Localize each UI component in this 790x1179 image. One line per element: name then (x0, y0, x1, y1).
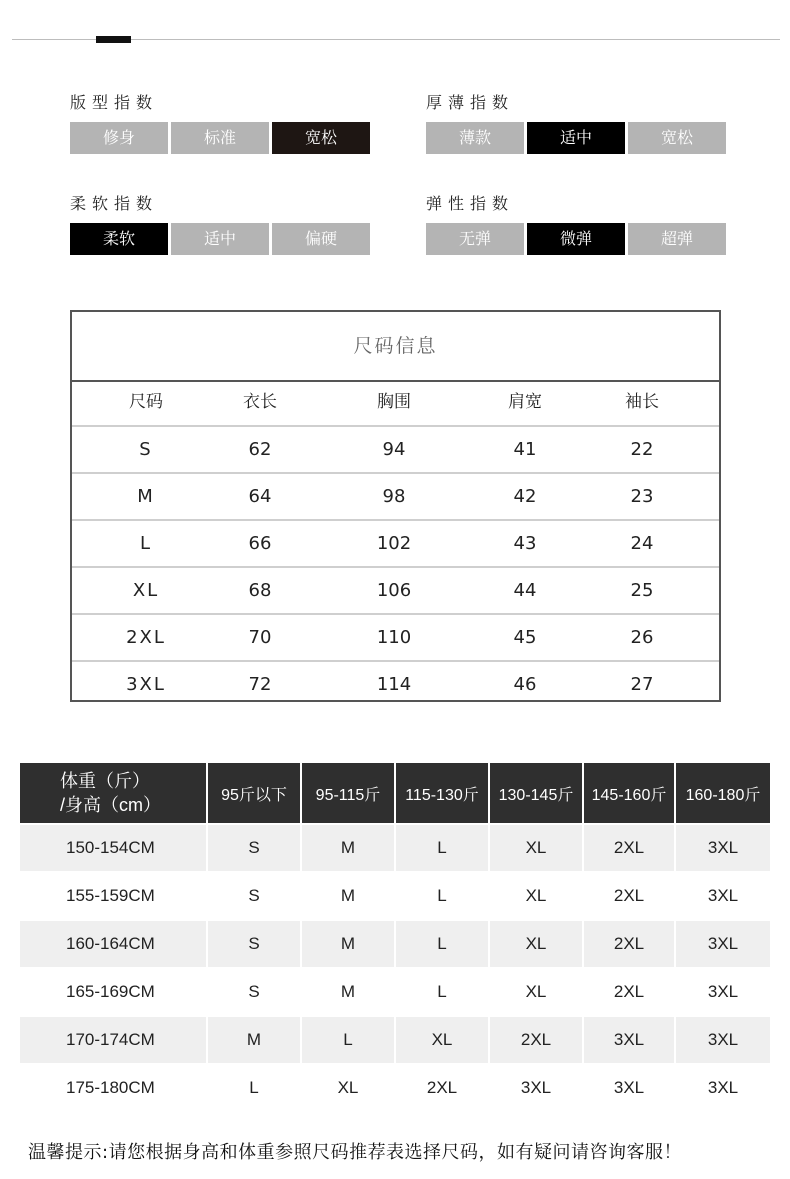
weight-range-header: 145-160斤 (584, 763, 674, 823)
elasticity-option-none: 无弹 (426, 223, 524, 255)
size-info-header-cell: 肩宽 (508, 392, 542, 412)
size-info-cell: 2XL (126, 627, 166, 648)
weight-range-header: 95斤以下 (208, 763, 300, 823)
size-info-header-cell: 袖长 (625, 392, 659, 412)
softness-option-soft-selected: 柔软 (70, 223, 168, 255)
fit-option-standard: 标准 (171, 122, 269, 154)
recommended-size-cell: 3XL (707, 982, 739, 1001)
size-info-header-cell: 尺码 (129, 392, 163, 412)
size-info-cell: 106 (376, 580, 412, 601)
fit-index-title: 版型指数 (70, 93, 159, 112)
recommended-size-cell: 3XL (520, 1078, 552, 1097)
fit-index (70, 92, 337, 147)
recommended-size-cell: 3XL (584, 1017, 674, 1063)
size-info-cell: 66 (248, 533, 272, 554)
size-info-cell: 46 (513, 674, 537, 695)
recommended-size-cell: S (208, 921, 300, 967)
thickness-option-thin: 薄款 (426, 122, 524, 154)
thickness-index-options (426, 122, 726, 154)
weight-range-header: 115-130斤 (396, 763, 488, 823)
recommended-size-cell: 2XL (613, 886, 645, 905)
recommended-size-cell: 3XL (707, 1078, 739, 1097)
thickness-option-medium-selected: 适中 (527, 122, 625, 154)
size-info-row (72, 474, 719, 521)
weight-range-header: 130-145斤 (490, 763, 582, 823)
elasticity-index-title: 弹性指数 (426, 194, 515, 213)
recommended-size-cell: S (208, 825, 300, 871)
size-info-title: 尺码信息 (72, 312, 719, 382)
recommended-size-cell: 2XL (426, 1078, 458, 1097)
fit-index-options (70, 122, 370, 154)
size-info-cell: 62 (248, 439, 272, 460)
size-info-cell: 110 (376, 627, 412, 648)
recommended-size-cell: 2XL (613, 982, 645, 1001)
recommended-size-cell: XL (525, 982, 547, 1001)
recommended-size-cell: XL (490, 825, 582, 871)
recommended-size-cell: 3XL (676, 1017, 770, 1063)
size-info-cell: 102 (376, 533, 412, 554)
size-info-cell: 45 (513, 627, 537, 648)
elasticity-index-options (426, 223, 726, 255)
recommended-size-cell: 3XL (707, 886, 739, 905)
top-accent-mark (96, 36, 131, 43)
size-info-cell: 27 (630, 674, 654, 695)
height-range-cell: 160-164CM (20, 921, 206, 967)
recommended-size-cell: M (340, 886, 356, 905)
softness-index (70, 193, 337, 248)
size-info-row (72, 662, 719, 707)
size-info-cell: 98 (382, 486, 406, 507)
recommended-size-cell: 3XL (676, 921, 770, 967)
size-info-cell: 42 (513, 486, 537, 507)
recommended-size-cell: L (437, 982, 447, 1001)
recommended-size-cell: L (437, 886, 447, 905)
size-info-cell: 43 (513, 533, 537, 554)
height-range-cell: 155-159CM (66, 886, 155, 905)
softness-index-options (70, 223, 370, 255)
weight-height-header (20, 763, 770, 823)
softness-option-medium: 适中 (171, 223, 269, 255)
recommended-size-cell: 2XL (584, 825, 674, 871)
size-info-cell: L (139, 533, 153, 554)
size-info-cell: 23 (630, 486, 654, 507)
size-tip: 温馨提示:请您根据身高和体重参照尺码推荐表选择尺码，如有疑问请咨询客服！ (28, 1142, 683, 1163)
weight-range-header: 95-115斤 (302, 763, 394, 823)
size-info-cell: 22 (630, 439, 654, 460)
elasticity-option-slight-selected: 微弹 (527, 223, 625, 255)
thickness-index-title: 厚薄指数 (426, 93, 515, 112)
size-info-cell: 24 (630, 533, 654, 554)
height-range-cell: 175-180CM (66, 1078, 155, 1097)
size-info-cell: M (137, 486, 155, 507)
size-info-row (72, 427, 719, 474)
thickness-option-loose: 宽松 (628, 122, 726, 154)
size-info-header-cell: 衣长 (243, 392, 277, 412)
recommended-size-cell: M (208, 1017, 300, 1063)
height-range-cell: 150-154CM (20, 825, 206, 871)
size-info-cell: 72 (248, 674, 272, 695)
weight-range-header: 160-180斤 (676, 763, 770, 823)
size-info-table (70, 310, 721, 702)
recommended-size-cell: XL (490, 921, 582, 967)
size-info-row (72, 521, 719, 568)
height-range-cell: 170-174CM (20, 1017, 206, 1063)
recommended-size-cell: XL (525, 886, 547, 905)
size-info-cell: S (139, 439, 153, 460)
size-info-cell: 68 (248, 580, 272, 601)
corner-height-label: /身高（cm） (60, 795, 161, 815)
weight-height-row (20, 1017, 770, 1063)
size-info-row (72, 615, 719, 662)
size-info-cell: 26 (630, 627, 654, 648)
recommended-size-cell: L (396, 921, 488, 967)
weight-height-row (20, 873, 770, 919)
size-info-cell: 25 (630, 580, 654, 601)
corner-weight-label: 体重（斤） (60, 771, 150, 791)
size-info-cell: XL (132, 580, 160, 601)
softness-option-hard: 偏硬 (272, 223, 370, 255)
recommended-size-cell: M (302, 825, 394, 871)
size-info-header-row (72, 380, 719, 427)
size-info-cell: 94 (382, 439, 406, 460)
weight-height-row (20, 825, 770, 871)
fit-option-loose-selected: 宽松 (272, 122, 370, 154)
recommended-size-cell: L (302, 1017, 394, 1063)
size-info-cell: 3XL (126, 674, 166, 695)
size-info-cell: 70 (248, 627, 272, 648)
recommended-size-cell: 3XL (676, 825, 770, 871)
thickness-index (426, 92, 693, 147)
size-info-cell: 114 (376, 674, 412, 695)
size-info-cell: 44 (513, 580, 537, 601)
softness-index-title: 柔软指数 (70, 194, 159, 213)
recommended-size-cell: XL (396, 1017, 488, 1063)
recommended-size-cell: 2XL (584, 921, 674, 967)
recommended-size-cell: M (340, 982, 356, 1001)
recommended-size-cell: S (248, 982, 260, 1001)
elasticity-index (426, 193, 693, 248)
recommended-size-cell: L (396, 825, 488, 871)
weight-height-row (20, 921, 770, 967)
recommended-size-cell: 3XL (613, 1078, 645, 1097)
height-range-cell: 165-169CM (66, 982, 155, 1001)
size-info-cell: 64 (248, 486, 272, 507)
weight-height-corner (20, 763, 206, 823)
size-info-cell: 41 (513, 439, 537, 460)
size-info-header-cell: 胸围 (377, 392, 411, 412)
fit-option-slim: 修身 (70, 122, 168, 154)
recommended-size-cell: M (302, 921, 394, 967)
weight-height-row (20, 969, 770, 1015)
weight-height-row (20, 1065, 770, 1111)
recommended-size-cell: L (249, 1078, 259, 1097)
recommended-size-cell: XL (337, 1078, 359, 1097)
size-info-row (72, 568, 719, 615)
elasticity-option-high: 超弹 (628, 223, 726, 255)
recommended-size-cell: 2XL (490, 1017, 582, 1063)
recommended-size-cell: S (248, 886, 260, 905)
